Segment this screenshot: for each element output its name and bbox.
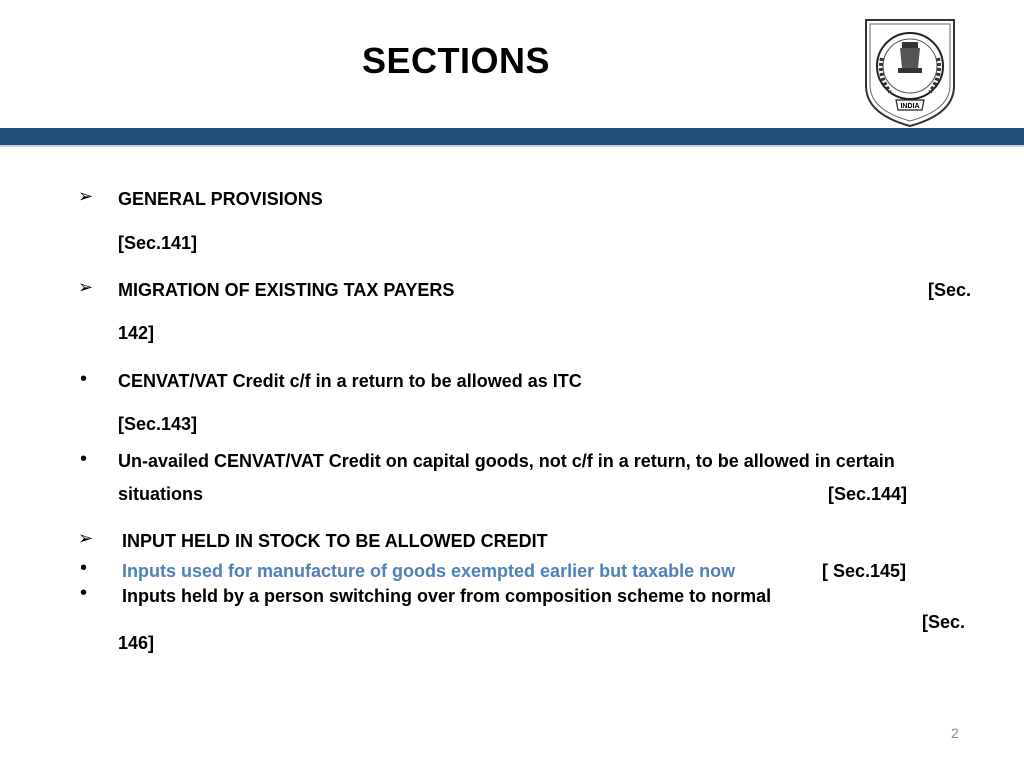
item-section-ref: [Sec.144] (828, 484, 908, 504)
svg-text:INDIA: INDIA (900, 103, 920, 110)
bullet-icon: • (80, 448, 88, 470)
arrow-bullet-icon: ➢ (78, 186, 94, 206)
item-section-ref: [Sec. (928, 280, 972, 300)
item-section-ref: [Sec. (922, 612, 966, 632)
item-section-ref: 146] (118, 633, 155, 653)
indian-customs-emblem-icon (860, 14, 960, 130)
item-section-ref: 142] (118, 323, 155, 343)
item-unavailed-credit: Un-availed CENVAT/VAT Credit on capital goods, not c/f in a return, to be allowed in certain (118, 451, 895, 471)
item-inputs-composition: Inputs held by a person switching over from composition scheme to normal (122, 586, 772, 606)
item-unavailed-credit-cont: situations (118, 484, 204, 504)
header-band-highlight (0, 145, 1024, 147)
arrow-bullet-icon: ➢ (78, 528, 94, 548)
bullet-icon: • (80, 582, 88, 604)
item-cenvat-credit: CENVAT/VAT Credit c/f in a return to be allowed as ITC (118, 371, 582, 391)
item-inputs-exempted: Inputs used for manufacture of goods exempted earlier but taxable now (122, 561, 736, 581)
item-general-provisions: GENERAL PROVISIONS (118, 189, 323, 209)
item-section-ref: [Sec.141] (118, 233, 198, 253)
bullet-icon: • (80, 557, 88, 579)
arrow-bullet-icon: ➢ (78, 277, 94, 297)
item-migration: MIGRATION OF EXISTING TAX PAYERS (118, 280, 455, 300)
header-band (0, 128, 1024, 145)
item-input-held-stock: INPUT HELD IN STOCK TO BE ALLOWED CREDIT (122, 531, 548, 551)
item-section-ref: [Sec.143] (118, 414, 198, 434)
item-section-ref: [ Sec.145] (822, 561, 907, 581)
slide-title: SECTIONS (362, 40, 551, 81)
bullet-icon: • (80, 368, 88, 390)
page-number: 2 (951, 725, 959, 741)
